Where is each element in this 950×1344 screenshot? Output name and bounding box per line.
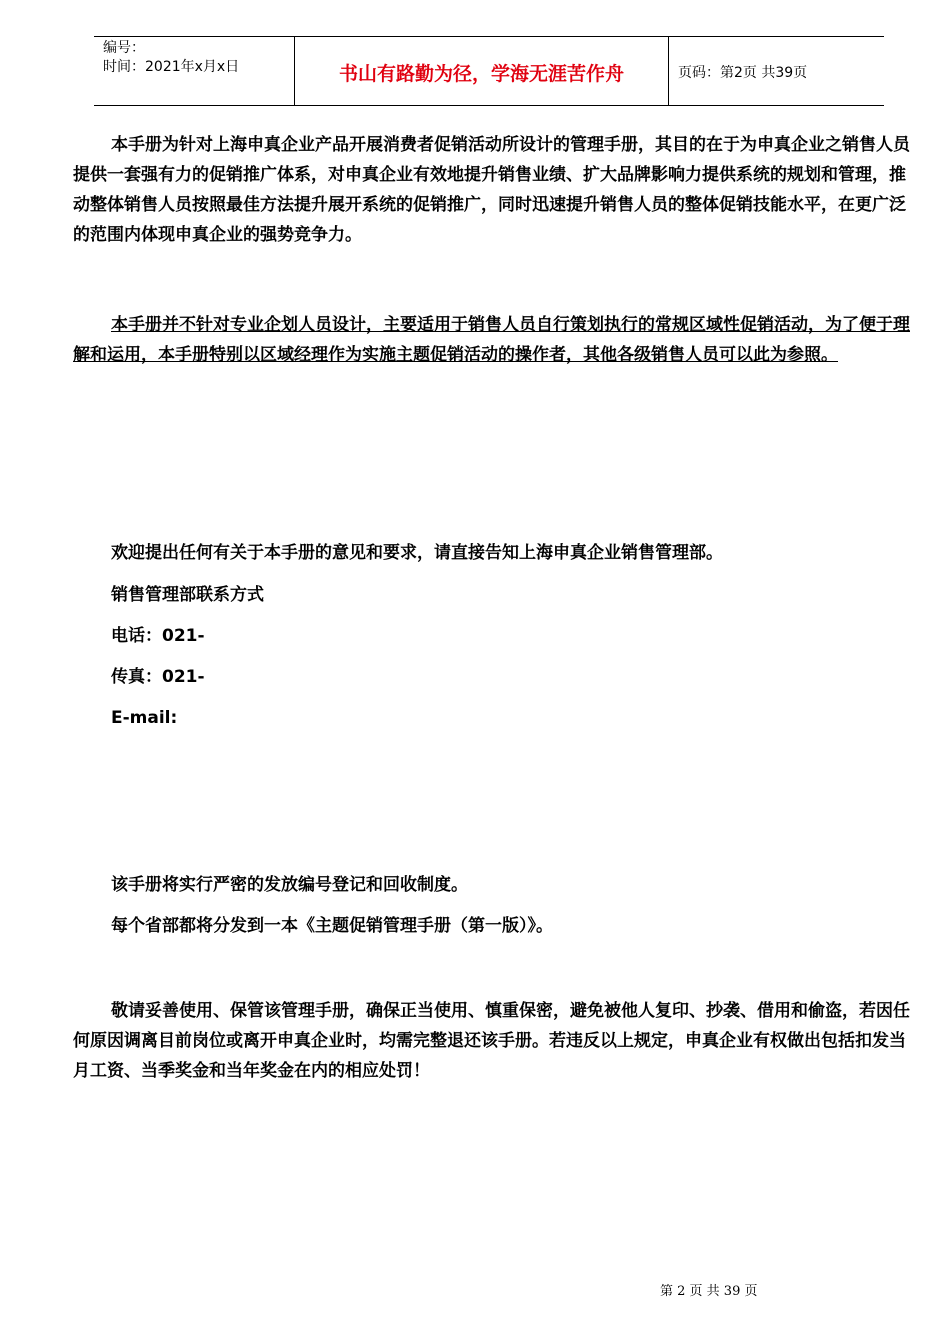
distribution-text: 每个省部都将分发到一本《主题促销管理手册（第一版）》。 (111, 916, 553, 936)
contact-fax: 传真：021- (111, 667, 205, 687)
page-header (94, 36, 884, 106)
intro-paragraph: 本手册为针对上海申真企业产品开展消费者促销活动所设计的管理手册，其目的在于为申真企业之销售人员提供一套强有力的促销推广体系，对申真企业有效地提升销售业绩、扩大品牌影响力提供系统的规划和管理，推动整体销售人员按照最佳方法提升展开系统的促销推广，同时迅速提升销售人员的整体促销技能水平，在更广泛的范围内体现申真企业的强势竞争力。 (73, 135, 910, 245)
contact-phone: 电话：021- (111, 626, 205, 646)
header-meta (94, 37, 295, 105)
time-label: 时间：2021年x月x日 (103, 59, 240, 75)
usage-policy-paragraph: 敬请妥善使用、保管该管理手册，确保正当使用、慎重保密，避免被他人复印、抄袭、借用和偷盗，若因任何原因调离目前岗位或离开申真企业时，均需完整退还该手册。若违反以上规定，申真企业有权做出包括扣发当月工资、当季奖金和当年奖金在内的相应处罚！ (73, 1001, 910, 1081)
scope-paragraph: 本手册并不针对专业企划人员设计，主要适用于销售人员自行策划执行的常规区域性促销活动，为了便于理解和运用，本手册特别以区域经理作为实施主题促销活动的操作者，其他各级销售人员可以此为参照。 (73, 315, 910, 365)
serial-number-label: 编号： (103, 40, 145, 56)
header-page-info: 页码：第2页 共39页 (678, 65, 808, 81)
header-motto: 书山有路勤为径，学海无涯苦作舟 (338, 63, 624, 85)
header-motto-cell (295, 37, 669, 105)
page-footer: 第 2 页 共 39 页 (660, 1284, 758, 1299)
welcome-text: 欢迎提出任何有关于本手册的意见和要求，请直接告知上海申真企业销售管理部。 (111, 543, 723, 563)
contact-email: E-mail: (111, 708, 178, 728)
contact-title: 销售管理部联系方式 (111, 585, 264, 605)
header-page-cell (669, 37, 884, 105)
registration-text: 该手册将实行严密的发放编号登记和回收制度。 (111, 875, 468, 895)
